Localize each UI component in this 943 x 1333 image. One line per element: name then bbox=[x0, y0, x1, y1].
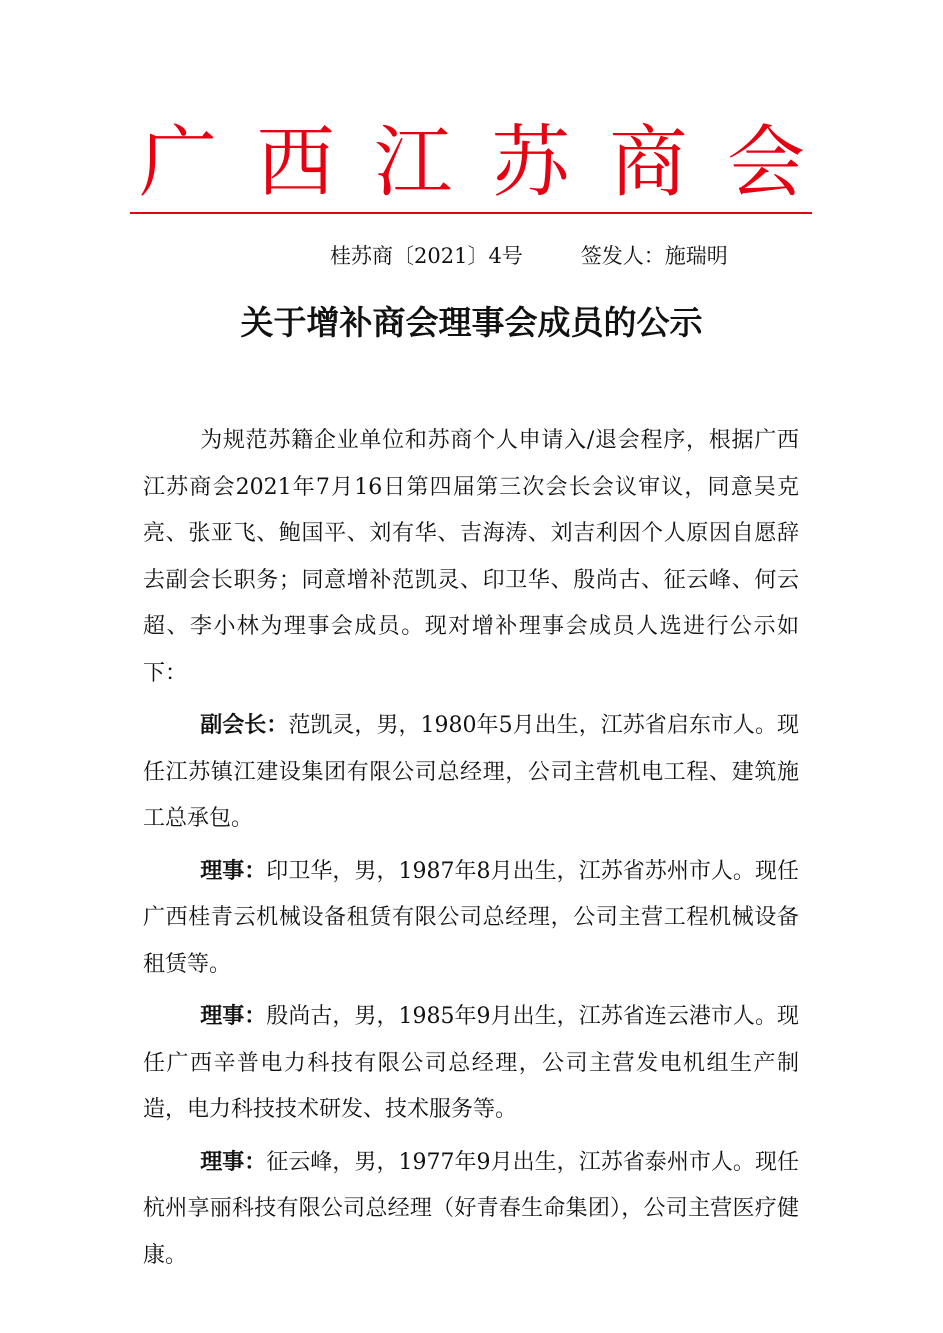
document-title: 关于增补商会理事会成员的公示 bbox=[240, 303, 703, 342]
member-entry bbox=[143, 994, 799, 1134]
member-description: 征云峰，男，1977年9月出生，江苏省泰州市人。现任杭州享丽科技有限公司总经理（好青春生命集团），公司主营医疗健康。 bbox=[143, 1149, 799, 1268]
masthead-char: 商 bbox=[609, 118, 688, 208]
intro-paragraph: 为规范苏籍企业单位和苏商个人申请入/退会程序，根据广西江苏商会2021年7月16日第四届第三次会长会议审议，同意吴克亮、张亚飞、鲍国平、刘有华、吉海涛、刘吉利因个人原因自愿辞去副会长职务；同意增补范凯灵、印卫华、殷尚古、征云峰、何云超、李小林为理事会成员。现对增补理事会成员人选进行公示如下： bbox=[143, 428, 799, 686]
member-description: 殷尚古，男，1985年9月出生，江苏省连云港市人。现任广西辛普电力科技有限公司总经理，公司主营发电机组生产制造，电力科技技术研发、技术服务等。 bbox=[143, 1004, 799, 1122]
member-role: 理事： bbox=[200, 858, 267, 884]
member-role: 理事： bbox=[200, 1004, 267, 1029]
document-body bbox=[143, 418, 799, 1279]
document-meta bbox=[330, 240, 728, 272]
masthead-char: 西 bbox=[256, 118, 335, 208]
member-entry bbox=[143, 703, 799, 843]
document-signer: 签发人：施瑞明 bbox=[580, 244, 728, 268]
masthead-char: 江 bbox=[374, 118, 453, 208]
member-description: 印卫华，男，1987年8月出生，江苏省苏州市人。现任广西桂青云机械设备租赁有限公司总经理，公司主营工程机械设备租赁等。 bbox=[143, 858, 799, 977]
masthead-divider bbox=[130, 212, 812, 214]
member-role: 理事： bbox=[200, 1149, 267, 1175]
member-role: 副会长： bbox=[200, 713, 289, 738]
member-entry bbox=[143, 1140, 799, 1280]
member-entry bbox=[143, 849, 799, 989]
masthead-char: 会 bbox=[726, 118, 805, 208]
member-description: 范凯灵，男，1980年5月出生，江苏省启东市人。现任江苏镇江建设集团有限公司总经理，公司主营机电工程、建筑施工总承包。 bbox=[143, 713, 799, 831]
masthead-title bbox=[132, 118, 812, 208]
masthead-char: 苏 bbox=[491, 118, 570, 208]
masthead-char: 广 bbox=[138, 118, 217, 208]
document-number: 桂苏商〔2021〕4号 bbox=[330, 244, 523, 268]
